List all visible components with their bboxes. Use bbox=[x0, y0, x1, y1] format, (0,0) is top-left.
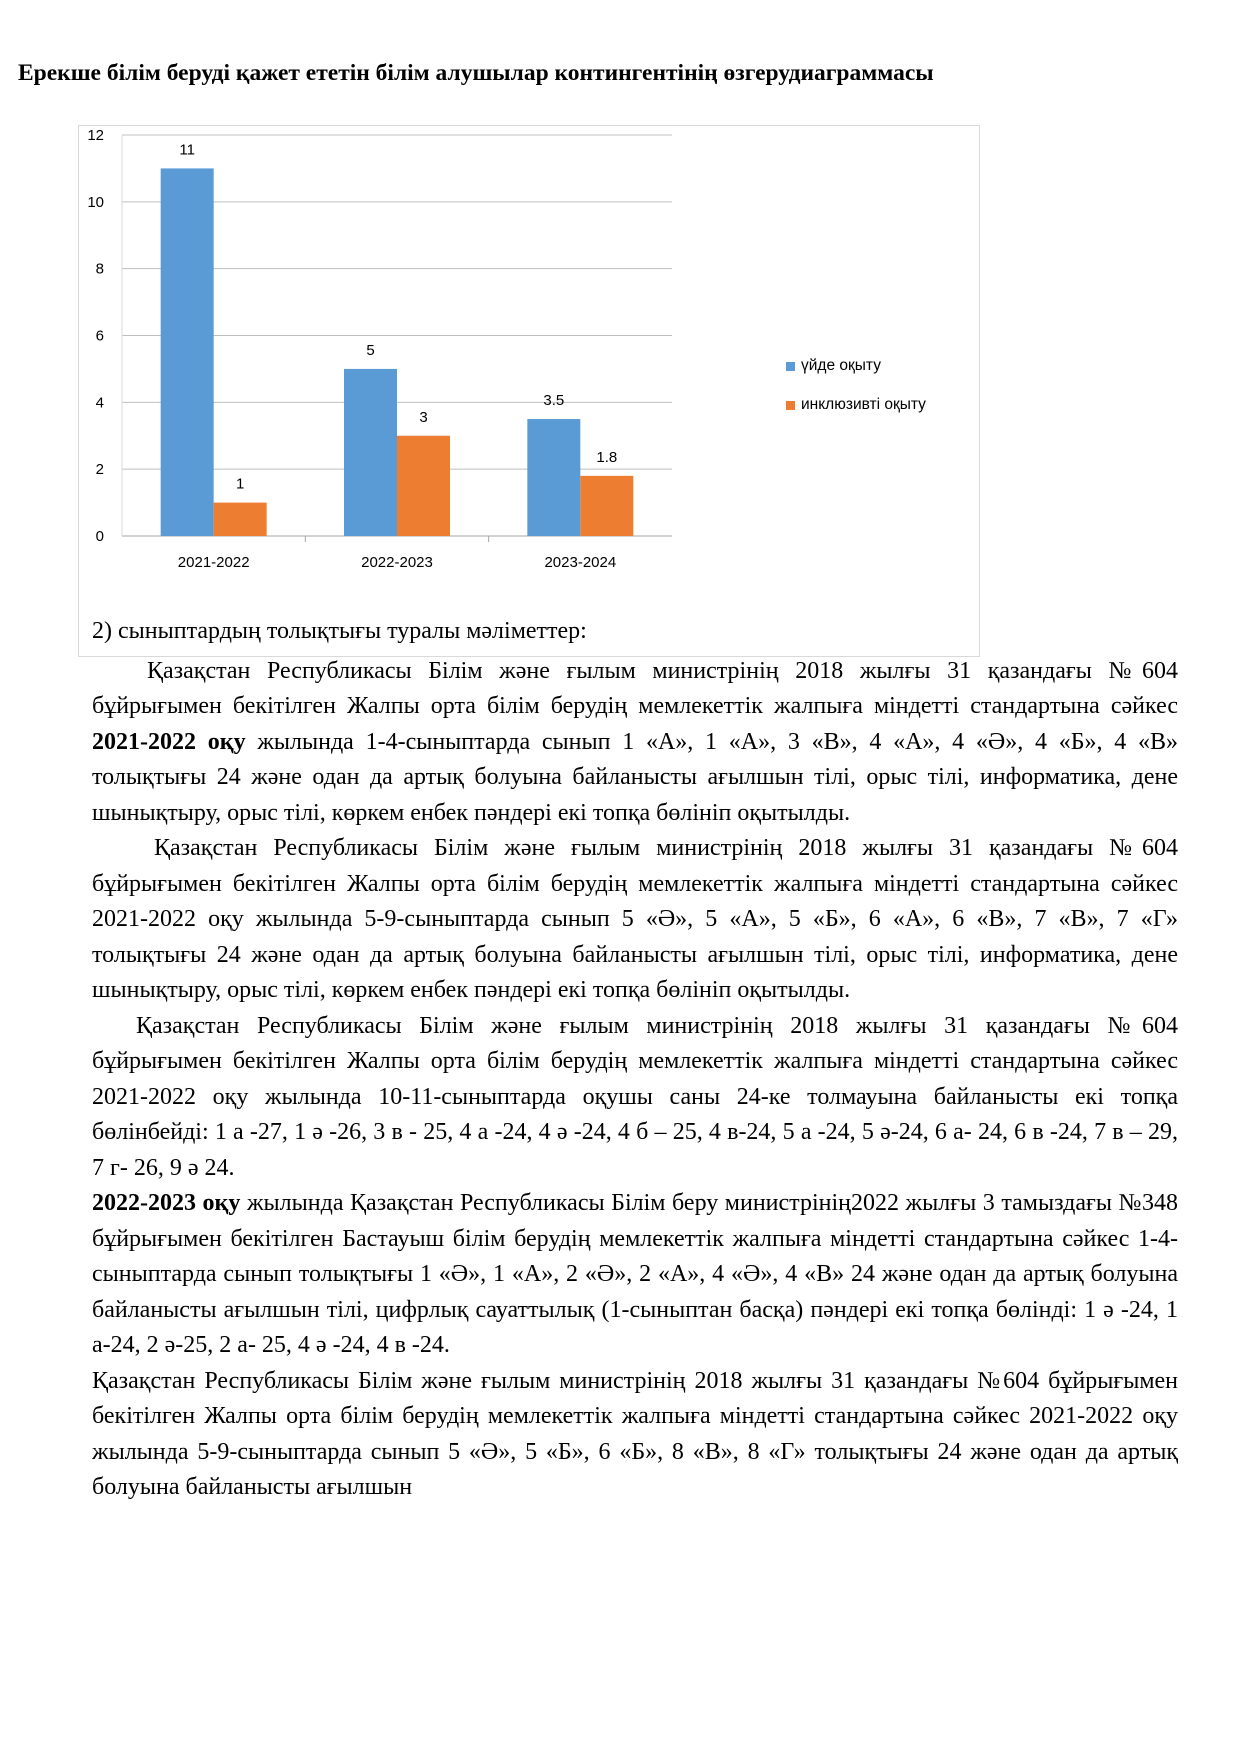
paragraph-3: Қазақстан Республикасы Білім және ғылым министрінің 2018 жылғы 31 қазандағы №604 бұйрығымен бекітілген Жалпы орта білім берудің мемлекеттік жалпыға міндетті стандартына сәйкес 2021-2022 оқу жылында 10-11-сыныптарда оқушы саны 24-ке толмауына байланысты екі топқа бөлінбейді: 1 а -27, 1 ә -26, 3 в - 25, 4 а -24, 4 ә -24, 4 б – 25, 4 в-24, 5 а -24, 5 ә-24, 6 а- 24, 6 в -24, 7 в – 29, 7 г- 26, 9 ә 24. bbox=[92, 1012, 1178, 1181]
data-label: 3 bbox=[419, 408, 428, 426]
bar-inclusive-education bbox=[214, 503, 267, 536]
legend-item-inclusive-education bbox=[786, 395, 976, 415]
paragraph-4-bold-year: 2022-2023 оқу bbox=[92, 1190, 241, 1216]
data-label: 3.5 bbox=[543, 392, 565, 410]
legend-label-home-education: үйде оқыту bbox=[801, 357, 881, 374]
bar-home-education bbox=[344, 369, 397, 536]
section-heading: 2) сыныптардың толықтығы туралы мәліметтер: bbox=[92, 618, 587, 644]
section-content bbox=[92, 614, 1178, 1506]
paragraph-1-start: Қазақстан Республикасы Білім және ғылым министрінің 2018 жылғы 31 қазандағы №604 бұйрығымен бекітілген Жалпы орта білім берудің мемлекеттік жалпыға міндетті стандартына сәйкес bbox=[92, 657, 1178, 719]
x-tick-label: 2021-2022 bbox=[177, 554, 250, 571]
paragraph-1-bold-year: 2021-2022 оқу bbox=[92, 728, 246, 755]
bar-home-education bbox=[161, 168, 214, 536]
bar-inclusive-education bbox=[580, 476, 633, 536]
paragraph-4-rest: жылында Қазақстан Республикасы Білім беру министрінің2022 жылғы 3 тамыздағы №348 бұйрығымен бекітілген Бастауыш білім берудің мемлекеттік жалпыға міндетті стандартына сәйкес 1-4-сыныптарда сынып толықтығы 1 «Ә», 1 «А», 2 «Ә», 2 «А», 4 «Ә», 4 «В» 24 және одан да артық болуына байланысты ағылшын тілі, цифрлық сауаттылық (1-сыныптан басқа) пәндері екі топқа бөлінді: 1 ә -24, 1 а-24, 2 ә-25, 2 а- 25, 4 ә -24, 4 в -24. bbox=[92, 1190, 1178, 1358]
y-tick-label: 10 bbox=[87, 193, 104, 211]
bar-home-education bbox=[527, 419, 580, 536]
bar-chart bbox=[78, 125, 980, 657]
legend-swatch-inclusive-education bbox=[786, 401, 795, 410]
data-label: 1 bbox=[235, 475, 245, 493]
y-tick-label: 4 bbox=[95, 394, 104, 412]
paragraph-5: Қазақстан Республикасы Білім және ғылым министрінің 2018 жылғы 31 қазандағы №604 бұйрығымен бекітілген Жалпы орта білім берудің мемлекеттік жалпыға міндетті стандартына сәйкес 2021-2022 оқу жылында 5-9-сыныптарда сынып 5 «Ә», 5 «Б», 6 «Б», 8 «В», 8 «Г» толықтығы 24 және одан да артық болуына байланысты ағылшын bbox=[92, 1367, 1178, 1500]
y-tick-label: 6 bbox=[95, 327, 104, 345]
y-tick-label: 0 bbox=[95, 528, 104, 545]
document-title: Ерекше білім беруді қажет ететін білім алушылар контингентінің өзгерудиаграммасы bbox=[18, 60, 934, 86]
data-label: 5 bbox=[366, 341, 375, 359]
legend-label-inclusive-education: инклюзивті оқыту bbox=[801, 396, 926, 413]
x-tick-label: 2023-2024 bbox=[544, 554, 617, 571]
paragraph-1-rest: жылында 1-4-сыныптарда сынып 1 «А», 1 «А», 3 «В», 4 «А», 4 «Ә», 4 «Б», 4 «В» толықтығы 24 және одан да артық болуына байланысты ағылшын тілі, орыс тілі, информатика, дене шынықтыру, орыс тілі, көркем енбек пәндері екі топқа бөлініп оқытылды. bbox=[92, 728, 1178, 826]
chart-legend bbox=[786, 356, 976, 434]
y-tick-label: 12 bbox=[87, 127, 104, 144]
paragraph-2: Қазақстан Республикасы Білім және ғылым министрінің 2018 жылғы 31 қазандағы №604 бұйрығымен бекітілген Жалпы орта білім берудің мемлекеттік жалпыға міндетті стандартына сәйкес 2021-2022 оқу жылында 5-9-сыныптарда сынып 5 «Ә», 5 «А», 5 «Б», 6 «А», 6 «В», 7 «В», 7 «Г» толықтығы 24 және одан да артық болуына байланысты ағылшын тілі, орыс тілі, информатика, дене шынықтыру, орыс тілі, көркем енбек пәндері екі топқа бөлініп оқытылды. bbox=[92, 835, 1178, 1003]
x-tick-label: 2022-2023 bbox=[361, 554, 433, 571]
bar-inclusive-education bbox=[397, 436, 450, 536]
y-tick-label: 8 bbox=[95, 260, 104, 278]
data-label: 1.8 bbox=[596, 448, 618, 466]
y-tick-label: 2 bbox=[95, 461, 104, 479]
legend-swatch-home-education bbox=[786, 362, 795, 371]
paragraph-1 bbox=[92, 654, 1178, 832]
paragraph-4 bbox=[92, 1186, 1178, 1364]
legend-item-home-education bbox=[786, 356, 976, 376]
data-label: 11 bbox=[179, 141, 195, 159]
